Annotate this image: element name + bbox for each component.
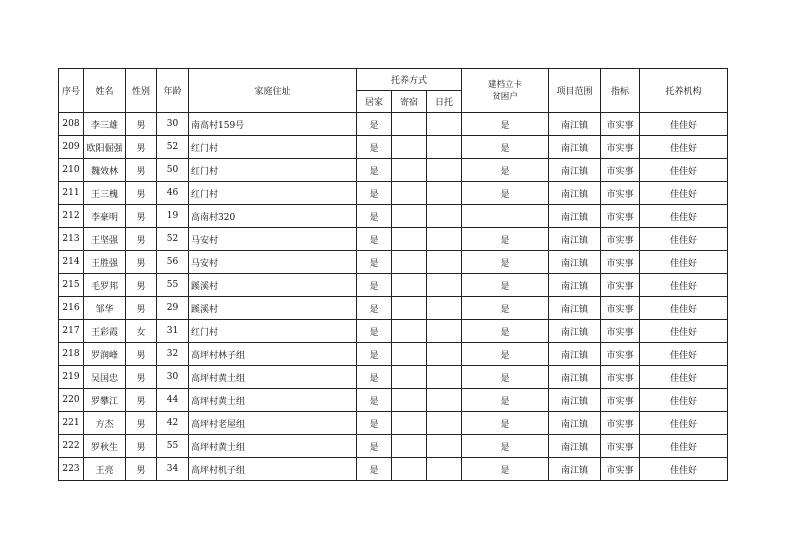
table-body [59,113,728,481]
cell-gender: 男 [126,251,157,274]
cell-agency: 佳佳好 [640,458,728,481]
cell-scope: 南江镇 [549,228,601,251]
cell-indicator: 市实事 [601,412,640,435]
cell-name: 李三雄 [84,113,126,136]
header-poverty-line2: 贫困户 [492,91,518,102]
cell-indicator: 市实事 [601,159,640,182]
cell-address: 南高村159号 [189,113,357,136]
cell-indicator: 市实事 [601,435,640,458]
cell-poverty: 是 [462,412,549,435]
header-care-board: 寄宿 [392,91,427,113]
cell-name: 罗润峰 [84,343,126,366]
cell-scope: 南江镇 [549,205,601,228]
cell-agency: 佳佳好 [640,412,728,435]
cell-age: 34 [157,458,189,481]
cell-indicator: 市实事 [601,136,640,159]
cell-care-day [427,366,462,389]
cell-poverty: 是 [462,251,549,274]
cell-care-home: 是 [357,159,392,182]
cell-name: 方杰 [84,412,126,435]
cell-indicator: 市实事 [601,182,640,205]
header-no: 序号 [59,69,84,113]
cell-indicator: 市实事 [601,274,640,297]
cell-care-home: 是 [357,320,392,343]
cell-age: 31 [157,320,189,343]
cell-name: 王三槐 [84,182,126,205]
cell-scope: 南江镇 [549,343,601,366]
cell-agency: 佳佳好 [640,251,728,274]
cell-no: 211 [59,182,84,205]
cell-name: 罗攀江 [84,389,126,412]
table-row [59,297,728,320]
cell-age: 56 [157,251,189,274]
cell-age: 44 [157,389,189,412]
cell-indicator: 市实事 [601,343,640,366]
cell-scope: 南江镇 [549,159,601,182]
cell-indicator: 市实事 [601,389,640,412]
cell-age: 30 [157,366,189,389]
header-age: 年龄 [157,69,189,113]
cell-agency: 佳佳好 [640,389,728,412]
cell-name: 魏效林 [84,159,126,182]
cell-name: 邹华 [84,297,126,320]
cell-name: 王坚强 [84,228,126,251]
cell-gender: 男 [126,389,157,412]
header-name: 姓名 [84,69,126,113]
cell-care-home: 是 [357,297,392,320]
cell-age: 52 [157,228,189,251]
cell-care-board [392,366,427,389]
cell-agency: 佳佳好 [640,228,728,251]
cell-agency: 佳佳好 [640,366,728,389]
cell-name: 欧阳倔强 [84,136,126,159]
cell-care-day [427,182,462,205]
cell-care-board [392,228,427,251]
cell-poverty: 是 [462,435,549,458]
table-header [59,69,728,113]
cell-scope: 南江镇 [549,182,601,205]
cell-scope: 南江镇 [549,113,601,136]
cell-no: 221 [59,412,84,435]
cell-indicator: 市实事 [601,458,640,481]
table-row [59,228,728,251]
cell-name: 王亮 [84,458,126,481]
cell-gender: 男 [126,435,157,458]
cell-poverty: 是 [462,458,549,481]
header-scope: 项目范围 [549,69,601,113]
cell-name: 毛罗邦 [84,274,126,297]
cell-no: 214 [59,251,84,274]
cell-name: 王彩霞 [84,320,126,343]
cell-poverty [462,205,549,228]
cell-poverty: 是 [462,228,549,251]
header-address: 家庭住址 [189,69,357,113]
cell-age: 29 [157,297,189,320]
header-care-day: 日托 [427,91,462,113]
cell-no: 215 [59,274,84,297]
cell-agency: 佳佳好 [640,159,728,182]
table-row [59,136,728,159]
cell-care-day [427,343,462,366]
cell-gender: 男 [126,113,157,136]
cell-poverty: 是 [462,320,549,343]
cell-care-day [427,274,462,297]
cell-care-day [427,251,462,274]
cell-agency: 佳佳好 [640,435,728,458]
cell-care-home: 是 [357,435,392,458]
table-row [59,343,728,366]
table-row [59,320,728,343]
cell-care-home: 是 [357,366,392,389]
cell-no: 213 [59,228,84,251]
cell-care-home: 是 [357,251,392,274]
cell-poverty: 是 [462,182,549,205]
cell-indicator: 市实事 [601,366,640,389]
cell-address: 蹊溪村 [189,297,357,320]
cell-indicator: 市实事 [601,205,640,228]
cell-scope: 南江镇 [549,366,601,389]
cell-age: 42 [157,412,189,435]
cell-care-day [427,458,462,481]
cell-no: 212 [59,205,84,228]
cell-gender: 男 [126,274,157,297]
cell-scope: 南江镇 [549,274,601,297]
table-row [59,159,728,182]
cell-gender: 女 [126,320,157,343]
cell-care-board [392,274,427,297]
table-row [59,205,728,228]
cell-age: 50 [157,159,189,182]
cell-agency: 佳佳好 [640,343,728,366]
cell-agency: 佳佳好 [640,182,728,205]
cell-gender: 男 [126,366,157,389]
cell-care-board [392,320,427,343]
cell-care-day [427,297,462,320]
table-row [59,458,728,481]
cell-age: 32 [157,343,189,366]
table-row [59,182,728,205]
table-row [59,113,728,136]
cell-care-board [392,435,427,458]
header-poverty-line1: 建档立卡 [488,79,523,90]
table-row [59,274,728,297]
cell-care-board [392,389,427,412]
header-poverty [462,69,549,113]
cell-poverty: 是 [462,113,549,136]
cell-gender: 男 [126,228,157,251]
cell-scope: 南江镇 [549,136,601,159]
table-row [59,435,728,458]
cell-care-board [392,136,427,159]
header-indicator: 指标 [601,69,640,113]
cell-care-day [427,412,462,435]
cell-name: 王胜强 [84,251,126,274]
cell-scope: 南江镇 [549,435,601,458]
cell-address: 马安村 [189,251,357,274]
cell-care-day [427,435,462,458]
cell-care-board [392,159,427,182]
cell-care-board [392,297,427,320]
cell-age: 30 [157,113,189,136]
cell-gender: 男 [126,343,157,366]
cell-address: 红门村 [189,320,357,343]
cell-agency: 佳佳好 [640,205,728,228]
cell-care-home: 是 [357,113,392,136]
cell-care-home: 是 [357,228,392,251]
cell-scope: 南江镇 [549,297,601,320]
cell-indicator: 市实事 [601,228,640,251]
cell-care-board [392,113,427,136]
cell-age: 46 [157,182,189,205]
cell-name: 吴国忠 [84,366,126,389]
cell-care-day [427,389,462,412]
cell-no: 222 [59,435,84,458]
cell-name: 罗秋生 [84,435,126,458]
cell-care-day [427,228,462,251]
cell-no: 216 [59,297,84,320]
cell-no: 223 [59,458,84,481]
cell-no: 210 [59,159,84,182]
cell-care-board [392,205,427,228]
table-row [59,412,728,435]
cell-no: 218 [59,343,84,366]
table-row [59,251,728,274]
cell-indicator: 市实事 [601,251,640,274]
cell-address: 高坪村机子组 [189,458,357,481]
cell-no: 219 [59,366,84,389]
header-care-mode: 托养方式 [357,69,462,91]
header-gender: 性别 [126,69,157,113]
cell-address: 红门村 [189,159,357,182]
cell-agency: 佳佳好 [640,113,728,136]
cell-no: 220 [59,389,84,412]
cell-indicator: 市实事 [601,113,640,136]
cell-address: 蹊溪村 [189,274,357,297]
cell-no: 208 [59,113,84,136]
cell-address: 红门村 [189,136,357,159]
cell-scope: 南江镇 [549,458,601,481]
cell-address: 高坪村老屋组 [189,412,357,435]
cell-gender: 男 [126,182,157,205]
cell-care-day [427,159,462,182]
cell-gender: 男 [126,136,157,159]
cell-no: 209 [59,136,84,159]
cell-care-home: 是 [357,182,392,205]
cell-no: 217 [59,320,84,343]
cell-care-home: 是 [357,458,392,481]
cell-agency: 佳佳好 [640,136,728,159]
cell-age: 55 [157,274,189,297]
cell-address: 红门村 [189,182,357,205]
cell-care-home: 是 [357,205,392,228]
cell-gender: 男 [126,159,157,182]
care-roster-table [58,68,728,481]
cell-gender: 男 [126,412,157,435]
cell-gender: 男 [126,297,157,320]
cell-scope: 南江镇 [549,251,601,274]
table-row [59,389,728,412]
cell-indicator: 市实事 [601,320,640,343]
cell-poverty: 是 [462,159,549,182]
cell-address: 高坪村林子组 [189,343,357,366]
cell-care-home: 是 [357,412,392,435]
cell-poverty: 是 [462,389,549,412]
cell-care-day [427,136,462,159]
cell-care-board [392,182,427,205]
cell-care-board [392,412,427,435]
cell-poverty: 是 [462,136,549,159]
header-care-home: 居家 [357,91,392,113]
cell-scope: 南江镇 [549,412,601,435]
cell-agency: 佳佳好 [640,297,728,320]
cell-gender: 男 [126,458,157,481]
cell-care-home: 是 [357,343,392,366]
cell-address: 高坪村黄土组 [189,435,357,458]
cell-poverty: 是 [462,297,549,320]
cell-name: 李豪明 [84,205,126,228]
cell-age: 19 [157,205,189,228]
cell-address: 高南村320 [189,205,357,228]
cell-address: 高坪村黄土组 [189,389,357,412]
cell-gender: 男 [126,205,157,228]
cell-poverty: 是 [462,274,549,297]
cell-care-home: 是 [357,389,392,412]
cell-care-board [392,251,427,274]
cell-poverty: 是 [462,366,549,389]
cell-care-day [427,205,462,228]
cell-address: 马安村 [189,228,357,251]
cell-care-home: 是 [357,274,392,297]
cell-address: 高坪村黄土组 [189,366,357,389]
cell-agency: 佳佳好 [640,320,728,343]
cell-agency: 佳佳好 [640,274,728,297]
cell-care-day [427,113,462,136]
cell-indicator: 市实事 [601,297,640,320]
cell-care-board [392,343,427,366]
cell-poverty: 是 [462,343,549,366]
cell-care-home: 是 [357,136,392,159]
cell-age: 55 [157,435,189,458]
cell-care-day [427,320,462,343]
table-row [59,366,728,389]
cell-care-board [392,458,427,481]
header-agency: 托养机构 [640,69,728,113]
cell-age: 52 [157,136,189,159]
cell-scope: 南江镇 [549,320,601,343]
cell-scope: 南江镇 [549,389,601,412]
